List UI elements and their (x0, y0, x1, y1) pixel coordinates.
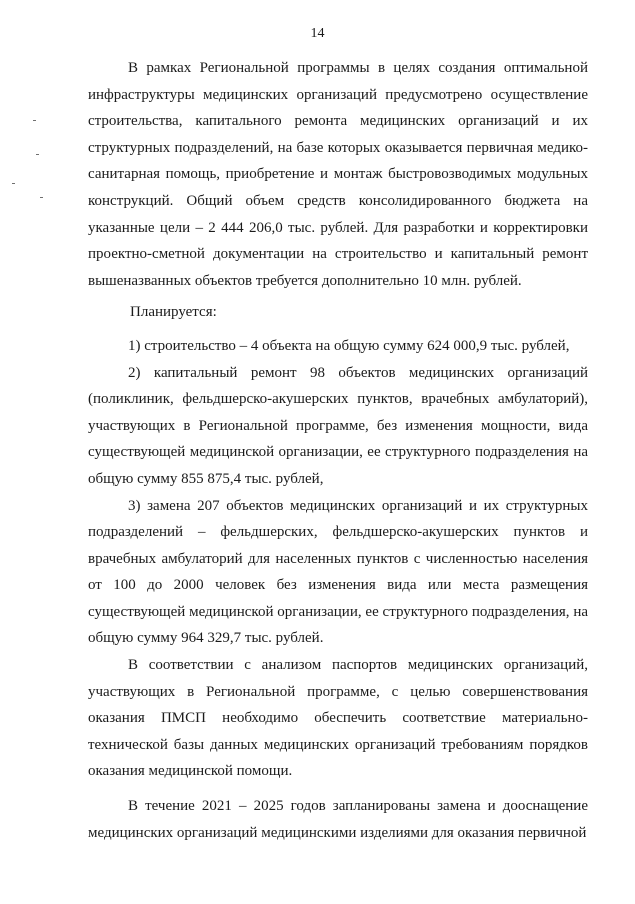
scan-mark (33, 120, 36, 121)
scan-mark (12, 183, 15, 184)
page-number: 14 (310, 26, 325, 41)
paragraph-passport-analysis: В соответствии с анализом паспортов медицинских организаций, участвующих в Региональной программе, с целью совершенствования оказания ПМСП необходимо обеспечить соответствие материально-технической базы данных медицинских организаций требованиям порядков оказания медицинской помощи. (88, 657, 588, 780)
list-item-capital-repair: 2) капитальный ремонт 98 объектов медицинских организаций (поликлиник, фельдшерско-акушерских пунктов, врачебных амбулаторий), участвующих в Региональной программе, без изменения мощности, вида существующей медицинской организации, ее структурного подразделения на общую сумму 855 875,4 тыс. рублей, (88, 364, 588, 487)
body-text (88, 55, 588, 846)
scan-mark (40, 197, 43, 198)
paragraph-infrastructure: В рамках Региональной программы в целях создания оптимальной инфраструктуры медицинских организаций предусмотрено осуществление строительства, капитального ремонта медицинских организаций и их структурных подразделений, на базе которых оказывается первичная медико-санитарная помощь, приобретение и монтаж быстровозводимых модульных конструкций. Общий объем средств консолидированного бюджета на указанные цели – 2 444 206,0 тыс. рублей. Для разработки и корректировки проектно-сметной документации на строительство и капитальный ремонт вышеназванных объектов требуется дополнительно 10 млн. рублей. (88, 60, 588, 289)
list-item-replacement: 3) замена 207 объектов медицинских организаций и их структурных подразделений – фельдшерских, фельдшерско-акушерских пунктов и врачебных амбулаторий для населенных пунктов с численностью населения от 100 до 2000 человек без изменения вида или места размещения существующей медицинской организации, ее структурного подразделения, на общую сумму 964 329,7 тыс. рублей. (88, 497, 588, 647)
list-item-construction: 1) строительство – 4 объекта на общую сумму 624 000,9 тыс. рублей, (128, 337, 570, 354)
scan-mark (36, 154, 39, 155)
paragraph-planned-heading: Планируется: (130, 304, 217, 321)
paragraph-equipment-2021-2025: В течение 2021 – 2025 годов запланированы замена и дооснащение медицинских организаций медицинскими изделиями для оказания первичной (88, 798, 588, 841)
